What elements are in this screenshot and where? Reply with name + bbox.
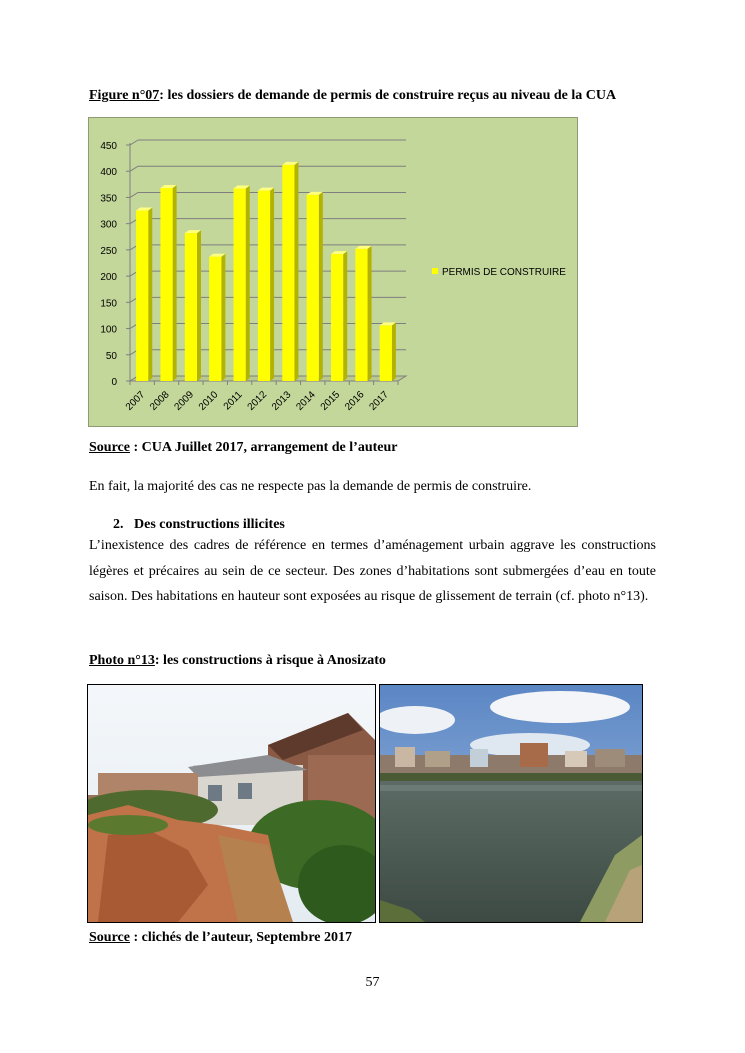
x-tick-label: 2015 xyxy=(318,389,343,413)
bar xyxy=(331,251,347,381)
intro-paragraph: En fait, la majorité des cas ne respecte pas la demande de permis de construire. xyxy=(89,479,532,494)
y-tick-label: 400 xyxy=(100,167,117,179)
figure-source-text: : CUA Juillet 2017, arrangement de l’auteur xyxy=(129,440,398,455)
photo-caption xyxy=(89,653,386,669)
figure-caption xyxy=(89,88,669,104)
bar-front xyxy=(136,211,148,381)
bar-side xyxy=(173,185,177,381)
bar-front xyxy=(234,189,246,381)
bar-side xyxy=(246,186,250,381)
legend-label: PERMIS DE CONSTRUIRE xyxy=(442,267,566,278)
bar-front xyxy=(160,188,172,381)
x-tick-label: 2017 xyxy=(367,389,391,413)
y-tick-label: 150 xyxy=(100,298,117,310)
x-tick-label: 2011 xyxy=(221,389,245,413)
bar-front xyxy=(307,195,319,381)
bar-chart xyxy=(88,117,578,427)
bar xyxy=(258,188,274,381)
bar-side xyxy=(221,254,225,381)
photo-title: : les constructions à risque à Anosizato xyxy=(154,653,386,668)
section-title: Des constructions illicites xyxy=(134,517,285,532)
bar xyxy=(307,192,323,381)
y-tick-label: 100 xyxy=(100,324,117,336)
x-tick-label: 2014 xyxy=(294,389,318,413)
bar-front xyxy=(355,249,367,381)
y-tick-label: 250 xyxy=(100,245,117,257)
x-tick-label: 2007 xyxy=(123,389,148,413)
section-heading xyxy=(113,517,285,533)
photo-source xyxy=(89,930,352,946)
body-paragraph: L’inexistence des cadres de référence en termes d’aménagement urbain aggrave les constructions légères et précaires au sein de ce secteur. Des zones d’habitations sont submergées d’eau en toute saison. Des habitations en hauteur sont exposées au risque de glissement de terrain (cf. photo n°13). xyxy=(89,538,656,604)
bar xyxy=(380,322,396,381)
photo-source-label: Source xyxy=(89,930,130,945)
x-tick-label: 2013 xyxy=(269,389,294,413)
section-number: 2. xyxy=(113,517,124,532)
x-tick-label: 2009 xyxy=(172,389,197,413)
x-tick-label: 2008 xyxy=(148,389,172,413)
y-tick-label: 200 xyxy=(100,272,117,284)
bar-side xyxy=(270,188,274,381)
bar xyxy=(282,162,298,381)
bar-front xyxy=(331,254,343,381)
bar xyxy=(136,208,152,381)
photo-eroded-slope xyxy=(87,684,376,923)
legend-swatch xyxy=(432,268,438,274)
bar-side xyxy=(368,246,372,381)
photo-flooded-area xyxy=(379,684,643,923)
bar-side xyxy=(319,192,323,381)
bar-front xyxy=(185,233,197,381)
bar-front xyxy=(209,257,221,381)
bar xyxy=(185,230,201,381)
bar-side xyxy=(197,230,201,381)
y-tick-label: 300 xyxy=(100,219,117,231)
chart-svg xyxy=(88,117,578,427)
x-tick-label: 2012 xyxy=(245,389,270,413)
photo-source-text: : clichés de l’auteur, Septembre 2017 xyxy=(129,930,352,945)
bar-side xyxy=(392,322,396,381)
x-tick-label: 2010 xyxy=(196,389,221,413)
figure-source xyxy=(89,440,398,456)
bar-side xyxy=(148,208,152,381)
y-tick-label: 0 xyxy=(111,377,117,388)
bar-front xyxy=(282,165,294,381)
bar-side xyxy=(294,162,298,381)
y-tick-label: 50 xyxy=(105,350,117,362)
bar-front xyxy=(258,191,270,381)
figure-source-label: Source xyxy=(89,440,130,455)
photo-eroded-slope-image xyxy=(88,685,375,922)
photo-flooded-area-image xyxy=(380,685,642,922)
y-tick-label: 350 xyxy=(100,193,117,205)
bar-front xyxy=(380,325,392,381)
bar xyxy=(355,246,371,381)
figure-label: Figure n°07 xyxy=(89,88,160,103)
bar xyxy=(234,186,250,381)
y-tick-label: 450 xyxy=(100,141,117,152)
x-tick-label: 2016 xyxy=(343,389,367,413)
bar xyxy=(160,185,176,381)
figure-title: : les dossiers de demande de permis de construire reçus au niveau de la CUA xyxy=(159,88,617,103)
bar-side xyxy=(343,251,347,381)
photo-label: Photo n°13 xyxy=(89,653,155,668)
bar xyxy=(209,254,225,381)
page-number: 57 xyxy=(365,975,380,990)
